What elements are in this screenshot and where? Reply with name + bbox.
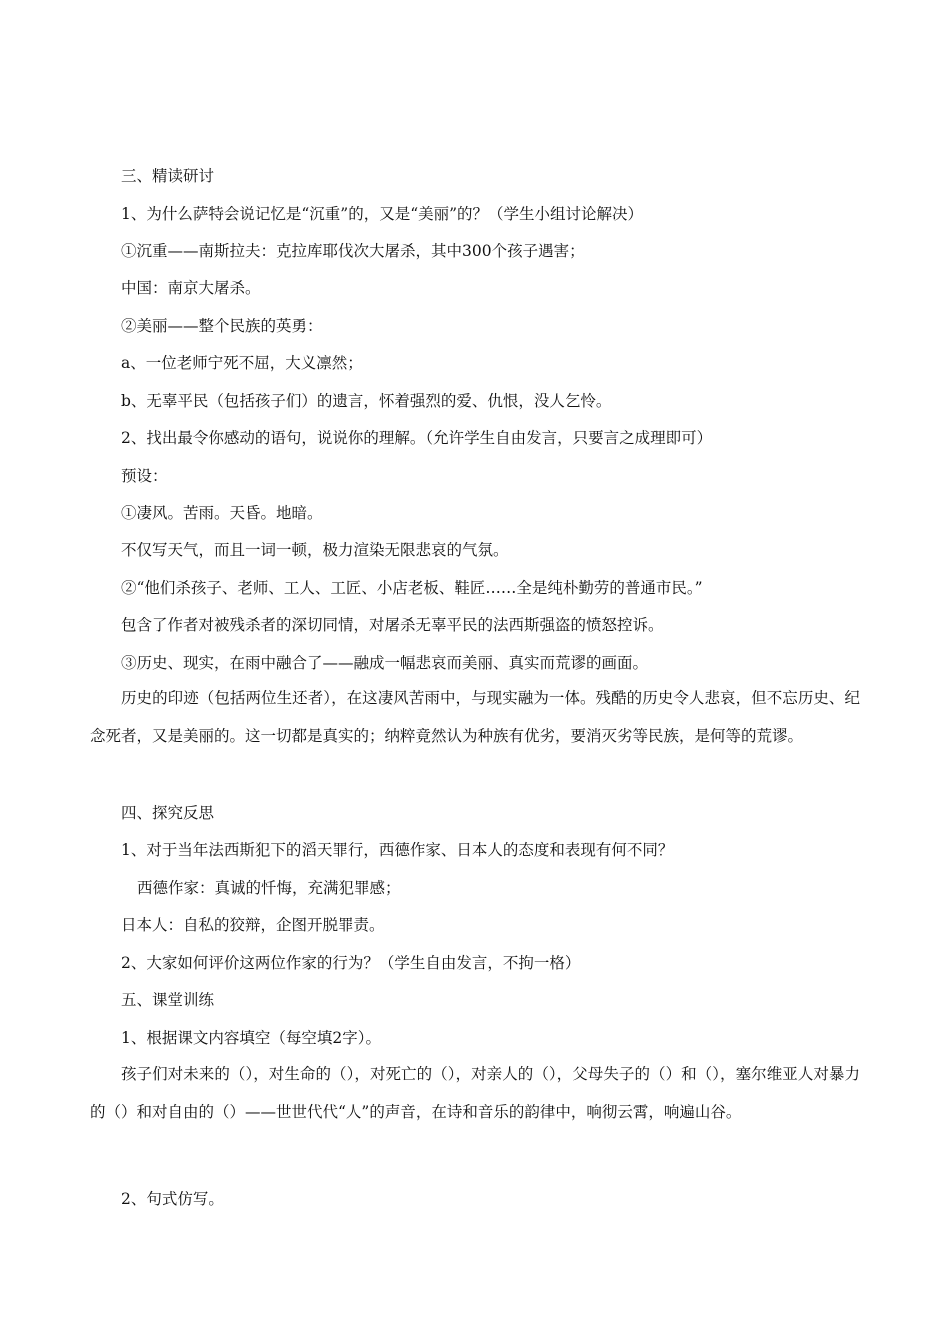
section3-preset-1: ①凄风。苦雨。天昏。地暗。 <box>121 504 323 522</box>
section4-answer-japan: 日本人：自私的狡辩，企图开脱罪责。 <box>121 916 385 934</box>
section3-heading: 三、精读研讨 <box>121 167 215 185</box>
section5-question-2: 2、句式仿写。 <box>121 1190 224 1208</box>
section3-preset-2-note: 包含了作者对被残杀者的深切同情，对屠杀无辜平民的法西斯强盗的愤怒控诉。 <box>121 616 664 634</box>
section4-question-1: 1、对于当年法西斯犯下的滔天罪行，西德作家、日本人的态度和表现有何不同？ <box>121 841 674 859</box>
section3-answer-b: b、无辜平民（包括孩子们）的遗言，怀着强烈的爱、仇恨，没人乞怜。 <box>121 392 612 410</box>
section3-question-2: 2、找出最令你感动的语句，说说你的理解。（允许学生自由发言，只要言之成理即可） <box>121 429 713 447</box>
section3-preset-2: ②“他们杀孩子、老师、工人、工匠、小店老板、鞋匠……全是纯朴勤劳的普通市民。” <box>121 579 703 597</box>
section4-heading: 四、探究反思 <box>121 804 215 822</box>
section3-preset-3: ③历史、现实，在雨中融合了——融成一幅悲哀而美丽、真实而荒谬的画面。 <box>121 654 649 672</box>
section4-answer-germany: 西德作家：真诚的忏悔，充满犯罪感； <box>137 879 401 897</box>
section3-answer-beautiful: ②美丽——整个民族的英勇： <box>121 317 323 335</box>
section3-question-1: 1、为什么萨特会说记忆是“沉重”的，又是“美丽”的？（学生小组讨论解决） <box>121 205 644 223</box>
section3-answer-heavy: ①沉重——南斯拉夫：克拉库耶伐次大屠杀，其中300个孩子遇害； <box>121 242 585 260</box>
section5-heading: 五、课堂训练 <box>121 991 215 1009</box>
section5-fill-in-text: 孩子们对未来的（），对生命的（），对死亡的（），对亲人的（），父母失子的（）和（），塞尔维亚人对暴力的（）和对自由的（）——世世代代“人”的声音，在诗和音乐的韵律中，响彻云霄，响遍山谷。 <box>90 1065 860 1121</box>
section3-preset-3-note: 历史的印迹（包括两位生还者），在这凄风苦雨中，与现实融为一体。残酷的历史令人悲哀，但不忘历史、纪念死者，又是美丽的。这一切都是真实的；纳粹竟然认为种族有优劣，要消灭劣等民族，是何等的荒谬。 <box>90 689 860 745</box>
section5-question-1: 1、根据课文内容填空（每空填2字）。 <box>121 1029 381 1047</box>
section3-preset-1-note: 不仅写天气，而且一词一顿，极力渲染无限悲哀的气氛。 <box>121 541 509 559</box>
section3-answer-a: a、一位老师宁死不屈，大义凛然； <box>121 354 363 372</box>
section3-answer-china: 中国：南京大屠杀。 <box>121 279 261 297</box>
section4-question-2: 2、大家如何评价这两位作家的行为？（学生自由发言，不拘一格） <box>121 954 581 972</box>
section3-preset-label: 预设： <box>121 467 168 485</box>
